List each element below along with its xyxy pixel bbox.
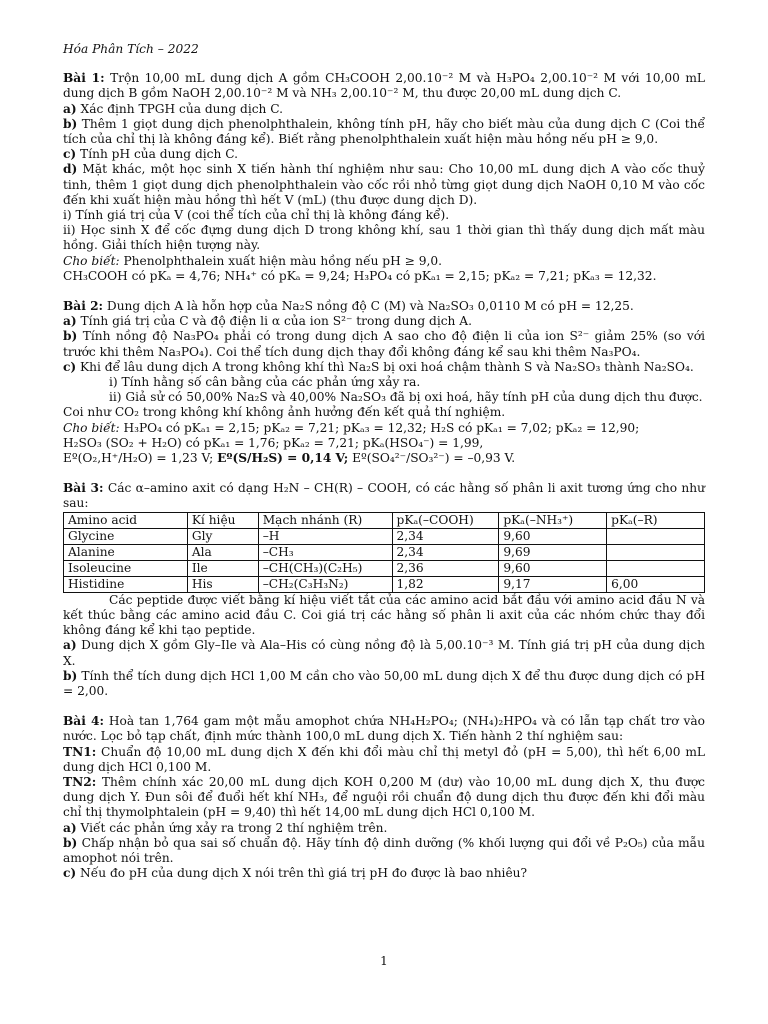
exercise-4-part-a: a) Viết các phản ứng xảy ra trong 2 thí nghiệm trên. xyxy=(63,820,388,835)
table-row xyxy=(64,528,705,544)
amino-acid-table xyxy=(63,512,705,593)
table-header-cell: pKₐ(–NH₃⁺) xyxy=(499,512,607,528)
table-cell: Alanine xyxy=(64,544,188,560)
table-cell: Gly xyxy=(187,528,258,544)
document-header: Hóa Phân Tích – 2022 xyxy=(63,42,199,56)
exercise-2-title: Bài 2: xyxy=(63,299,104,314)
exercise-2-given-2: H₂SO₃ (SO₂ + H₂O) có pKₐ₁ = 1,76; pKₐ₂ = 7,21; pKₐ(HSO₄⁻) = 1,99, xyxy=(63,435,484,450)
table-cell: 2,34 xyxy=(392,544,499,560)
exercise-1-part-a: a) Xác định TPGH của dung dịch C. xyxy=(63,101,284,116)
page-number: 1 xyxy=(380,954,388,968)
table-cell: 6,00 xyxy=(607,576,705,592)
exercise-1-given: Cho biết: Phenolphthalein xuất hiện màu hồng nếu pH ≥ 9,0. xyxy=(63,253,442,268)
exercise-3-intro: Bài 3: Các α–amino axit có dạng H₂N – CH(R) – COOH, có các hằng số phân li axit tương ứng cho như sau: xyxy=(63,481,705,511)
experiment-1: TN1: Chuẩn độ 10,00 mL dung dịch X đến khi đổi màu chỉ thị metyl đỏ (pH = 5,00), thì hết 6,00 mL dung dịch HCl 0,100 M. xyxy=(63,744,705,774)
table-cell: –CH(CH₃)(C₂H₅) xyxy=(258,560,392,576)
exercise-1 xyxy=(63,71,705,284)
exercise-3-title: Bài 3: xyxy=(63,481,104,496)
table-cell: 9,60 xyxy=(499,528,607,544)
exercise-3 xyxy=(63,481,705,699)
table-row xyxy=(64,576,705,592)
exercise-2-part-a: a) Tính giá trị của C và độ điện li α của ion S²⁻ trong dung dịch A. xyxy=(63,314,472,329)
table-cell: His xyxy=(187,576,258,592)
exercise-1-part-c: c) Tính pH của dung dịch C. xyxy=(63,147,238,162)
table-cell: Histidine xyxy=(64,576,188,592)
table-cell: 1,82 xyxy=(392,576,499,592)
table-header-cell: Mạch nhánh (R) xyxy=(258,512,392,528)
exercise-2-part-c-ii: ii) Giả sử có 50,00% Na₂S và 40,00% Na₂SO₃ đã bị oxi hoá, hãy tính pH của dung dịch thu được. xyxy=(109,390,703,405)
exercise-3-part-a: a) Dung dịch X gồm Gly–Ile và Ala–His có cùng nồng độ là 5,00.10⁻³ M. Tính giá trị pH của dung dịch X. xyxy=(63,638,705,668)
exercise-2 xyxy=(63,299,705,466)
exercise-1-constants: CH₃COOH có pKₐ = 4,76; NH₄⁺ có pKₐ = 9,24; H₃PO₄ có pKₐ₁ = 2,15; pKₐ₂ = 7,21; pKₐ₃ = 12,32. xyxy=(63,268,657,283)
exercise-1-title: Bài 1: xyxy=(63,71,105,86)
exercise-2-part-c: c) Khi để lâu dung dịch A trong không khí thì Na₂S bị oxi hoá chậm thành S và Na₂SO₃ thành Na₂SO₄. xyxy=(63,359,694,374)
table-cell: –CH₃ xyxy=(258,544,392,560)
table-row xyxy=(64,544,705,560)
table-cell: Ile xyxy=(187,560,258,576)
table-cell: 9,69 xyxy=(499,544,607,560)
exercise-1-part-b: b) Thêm 1 giọt dung dịch phenolphthalein, không tính pH, hãy cho biết màu của dung dịch C (Coi thể tích của chỉ thị là không đáng kể). Biết rằng phenolphthalein xuất hiện màu hồng nếu pH ≥ 9,0. xyxy=(63,116,705,147)
exercise-2-co2-note: Coi như CO₂ trong không khí không ảnh hưởng đến kết quả thí nghiệm. xyxy=(63,405,506,420)
table-cell: 2,36 xyxy=(392,560,499,576)
exercise-1-part-d-i: i) Tính giá trị của V (coi thể tích của chỉ thị là không đáng kể). xyxy=(63,208,450,223)
table-header-cell: Kí hiệu xyxy=(187,512,258,528)
table-cell: –H xyxy=(258,528,392,544)
table-header-cell: pKₐ(–R) xyxy=(607,512,705,528)
exercise-3-paragraph: Các peptide được viết bằng kí hiệu viết tắt của các amino acid bắt đầu với amino acid đầu N và kết thúc bằng các amino acid đầu C. Coi giá trị các hằng số phân li axit của các nhóm chức thay đổi không đáng kể khi tạo peptide. xyxy=(63,592,705,638)
table-cell xyxy=(607,560,705,576)
exercise-2-given: Cho biết: H₃PO₄ có pKₐ₁ = 2,15; pKₐ₂ = 7,21; pKₐ₃ = 12,32; H₂S có pKₐ₁ = 7,02; pKₐ₂ = 12,90; xyxy=(63,420,640,435)
table-header-cell: pKₐ(–COOH) xyxy=(392,512,499,528)
table-cell: 2,34 xyxy=(392,528,499,544)
exercise-4 xyxy=(63,714,705,881)
table-header-row xyxy=(64,512,705,528)
exercise-4-title: Bài 4: xyxy=(63,714,105,729)
exercise-4-intro: Bài 4: Hoà tan 1,764 gam một mẫu amophot chứa NH₄H₂PO₄; (NH₄)₂HPO₄ và có lẫn tạp chất trơ vào nước. Lọc bỏ tạp chất, định mức thành 100,0 mL dung dịch X. Tiến hành 2 thí nghiệm sau: xyxy=(63,714,705,744)
document-page xyxy=(63,42,705,881)
table-cell xyxy=(607,544,705,560)
exercise-2-part-b: b) Tính nồng độ Na₃PO₄ phải có trong dung dịch A sao cho độ điện li của ion S²⁻ giảm 25% (so với trước khi thêm Na₃PO₄). Coi thể tích dung dịch thay đổi không đáng kể sau khi thêm Na₃PO₄. xyxy=(63,329,705,359)
exercise-1-part-d-ii: ii) Học sinh X để cốc đựng dung dịch D trong không khí, sau 1 thời gian thì thấy dung dịch mất màu hồng. Giải thích hiện tượng này. xyxy=(63,223,705,253)
table-cell xyxy=(607,528,705,544)
exercise-2-part-c-i: i) Tính hằng số cân bằng của các phản ứng xảy ra. xyxy=(109,375,421,390)
table-cell: Ala xyxy=(187,544,258,560)
exercise-3-part-b: b) Tính thể tích dung dịch HCl 1,00 M cần cho vào 50,00 mL dung dịch X để thu được dung dịch có pH = 2,00. xyxy=(63,668,705,698)
table-cell: Glycine xyxy=(64,528,188,544)
table-cell: Isoleucine xyxy=(64,560,188,576)
exercise-4-part-c: c) Nếu đo pH của dung dịch X nói trên thì giá trị pH đo được là bao nhiêu? xyxy=(63,866,528,881)
exercise-2-potentials: Eº(O₂,H⁺/H₂O) = 1,23 V; Eº(S/H₂S) = 0,14 V; Eº(SO₄²⁻/SO₃²⁻) = –0,93 V. xyxy=(63,451,516,466)
table-cell: –CH₂(C₃H₃N₂) xyxy=(258,576,392,592)
table-row xyxy=(64,560,705,576)
table-cell: 9,17 xyxy=(499,576,607,592)
exercise-2-intro: Bài 2: Dung dịch A là hỗn hợp của Na₂S nồng độ C (M) và Na₂SO₃ 0,0110 M có pH = 12,25. xyxy=(63,299,634,314)
experiment-2: TN2: Thêm chính xác 20,00 mL dung dịch KOH 0,200 M (dư) vào 10,00 mL dung dịch X, thu được dung dịch Y. Đun sôi để đuổi hết khí NH₃, để nguội rồi chuẩn độ dung dịch thu được đến khi đổi màu chỉ thị thymolphtalein (pH = 9,40) thì hết 14,00 mL dung dịch HCl 0,100 M. xyxy=(63,774,705,820)
table-header-cell: Amino acid xyxy=(64,512,188,528)
exercise-4-part-b: b) Chấp nhận bỏ qua sai số chuẩn độ. Hãy tính độ dinh dưỡng (% khối lượng qui đổi về P₂O₅) của mẫu amophot nói trên. xyxy=(63,835,705,865)
table-cell: 9,60 xyxy=(499,560,607,576)
exercise-1-part-d: d) Mặt khác, một học sinh X tiến hành thí nghiệm như sau: Cho 10,00 mL dung dịch A vào cốc thuỷ tinh, thêm 1 giọt dung dịch phenolphthalein vào cốc rồi nhỏ từng giọt dung dịch NaOH 0,10 M vào cốc đến khi xuất hiện màu hồng thì hết V (mL) (thu được dung dịch D). xyxy=(63,162,705,207)
exercise-1-intro: Bài 1: Trộn 10,00 mL dung dịch A gồm CH₃COOH 2,00.10⁻² M và H₃PO₄ 2,00.10⁻² M với 10,00 mL dung dịch B gồm NaOH 2,00.10⁻² M và NH₃ 2,00.10⁻² M, thu được 20,00 mL dung dịch C. xyxy=(63,71,705,101)
